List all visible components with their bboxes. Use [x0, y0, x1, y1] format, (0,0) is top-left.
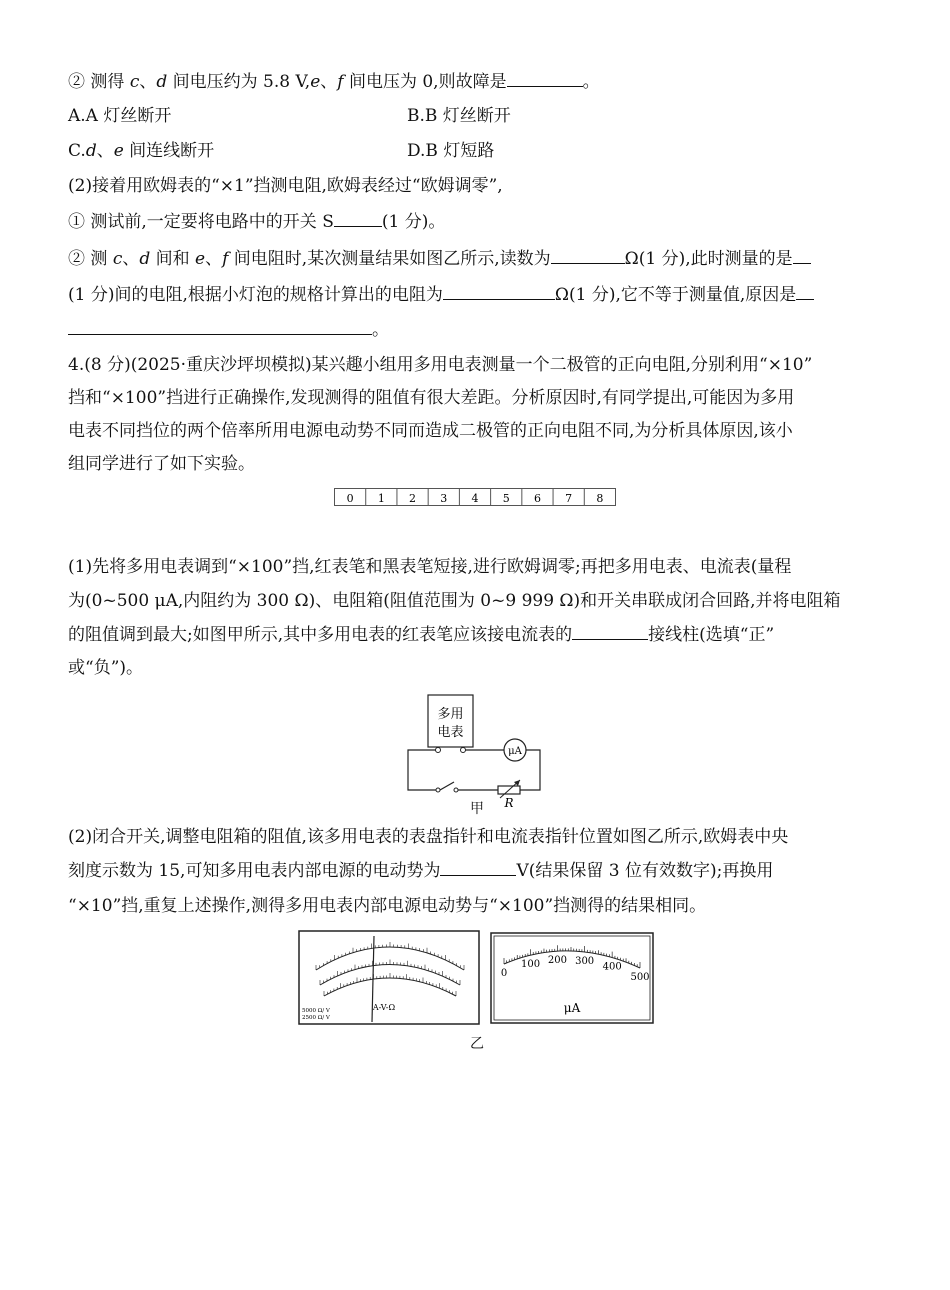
ruler-digit: 0 [346, 492, 354, 505]
period: 。 [372, 320, 389, 340]
answer-blank[interactable] [334, 210, 382, 227]
ua-unit-label: μA [563, 1001, 581, 1015]
dial-function-label: A-V-Ω [372, 1003, 396, 1012]
step2-text-f: Ω(1 分),它不等于测量值,原因是 [554, 285, 797, 305]
switch-contact [436, 788, 440, 792]
q4-line1: 4.(8 分)(2025·重庆沙坪坝模拟)某兴趣小组用多用电表测量一个二极管的正向电阻,分别利用“×10” [68, 355, 813, 375]
sep: 、 [205, 249, 223, 269]
q4-part1-l4: 或“负”)。 [68, 658, 144, 678]
dial-sensitivity-2: 2500 Ω/ V [302, 1015, 330, 1021]
ua-tick-label: 300 [575, 956, 595, 967]
ua-tick-label: 0 [500, 968, 508, 979]
ua-tick-label: 200 [547, 955, 567, 967]
multimeter-dial [298, 930, 480, 1026]
circuit-diagram [400, 690, 550, 810]
option-c[interactable] [68, 139, 214, 163]
q3-part2-step2-cont [68, 283, 814, 307]
q4-part1-l3 [68, 623, 774, 647]
part1-l3-text-b: 接线柱(选填“正” [648, 625, 775, 645]
var-d: d [85, 141, 97, 161]
sep: 、 [122, 249, 140, 269]
ua-tick-label: 500 [630, 972, 650, 983]
part2-l2-text-b: V(结果保留 3 位有效数字);再换用 [516, 861, 774, 881]
option-a[interactable]: A.A 灯丝断开 [68, 106, 172, 126]
var-c: c [112, 249, 123, 269]
switch-icon [440, 782, 454, 790]
ruler-figure [334, 488, 617, 508]
sep: 、 [320, 72, 338, 92]
ruler-digit: 6 [533, 492, 541, 505]
q3-part2-step2-end [68, 318, 389, 342]
multimeter-label-2: 电表 [437, 725, 464, 740]
multimeter-label-1: 多用 [437, 707, 464, 722]
period: 。 [582, 72, 600, 92]
q4-line3: 电表不同挡位的两个倍率所用电源电动势不同而造成二极管的正向电阻不同,为分析具体原因,该小 [68, 421, 793, 441]
microammeter-dial [490, 932, 655, 1024]
option-c-text: 间连线断开 [123, 141, 215, 161]
step1-text: ① 测试前,一定要将电路中的开关 S [68, 212, 334, 232]
ruler-digit: 1 [377, 492, 385, 505]
figure-caption-jia: 甲 [470, 801, 484, 817]
part2-l2-text: 刻度示数为 15,可知多用电表内部电源的电动势为 [68, 861, 441, 881]
q3-sub2-text-a: ② 测得 [68, 72, 130, 92]
part1-l3-text: 的阻值调到最大;如图甲所示,其中多用电表的红表笔应该接电流表的 [68, 625, 573, 645]
var-d: d [139, 249, 151, 269]
q3-part2-step2 [68, 247, 811, 271]
ua-tick-label: 400 [602, 961, 622, 973]
sep: 、 [96, 141, 114, 161]
q3-part2-intro: (2)接着用欧姆表的“×1”挡测电阻,欧姆表经过“欧姆调零”, [68, 176, 503, 196]
ua-tick-label: 100 [521, 959, 541, 971]
step2-text-e: (1 分)间的电阻,根据小灯泡的规格计算出的电阻为 [68, 285, 443, 305]
step1-score: (1 分)。 [381, 212, 446, 232]
answer-blank[interactable] [507, 70, 583, 87]
q3-sub2-text-c: 间电压为 0,则故障是 [343, 72, 507, 92]
step2-text-a: ② 测 [68, 249, 113, 269]
q4-line2: 挡和“×100”挡进行正确操作,发现测得的阻值有很大差距。分析原因时,有同学提出,可能因为多用 [68, 388, 795, 408]
answer-blank[interactable] [443, 283, 555, 300]
option-b[interactable]: B.B 灯丝断开 [407, 106, 511, 126]
sep: 、 [139, 72, 157, 92]
ruler-digit: 8 [596, 492, 604, 505]
resistor-label: R [504, 796, 514, 810]
q4-part1-l1: (1)先将多用电表调到“×100”挡,红表笔和黑表笔短接,进行欧姆调零;再把多用电表、电流表(量程 [68, 557, 792, 577]
ruler-digit: 3 [440, 492, 448, 505]
step2-text-c: 间电阻时,某次测量结果如图乙所示,读数为 [228, 249, 551, 269]
q3-part2-step1 [68, 210, 445, 234]
terminal-left [436, 748, 441, 753]
ruler-digit: 4 [471, 492, 479, 505]
var-e: e [113, 141, 124, 161]
var-c: c [129, 72, 140, 92]
ruler-digit: 5 [502, 492, 510, 505]
q4-part2-l3: “×10”挡,重复上述操作,测得多用电表内部电源电动势与“×100”挡测得的结果相同。 [68, 896, 707, 916]
answer-blank[interactable] [793, 247, 811, 264]
switch-contact [454, 788, 458, 792]
var-f: f [222, 249, 229, 269]
q3-sub2-line [68, 70, 600, 94]
answer-blank[interactable] [551, 247, 625, 264]
step2-text-b: 间和 [150, 249, 196, 269]
microammeter-label: μA [508, 746, 522, 757]
q4-part1-l2: 为(0~500 μA,内阻约为 300 Ω)、电阻箱(阻值范围为 0~9 999 Ω)和开关串联成闭合回路,并将电阻箱 [68, 591, 841, 611]
figure-caption-yi: 乙 [470, 1036, 484, 1052]
var-f: f [337, 72, 344, 92]
ruler-ticks [347, 489, 604, 505]
q4-part2-l2 [68, 859, 773, 883]
var-e: e [195, 249, 206, 269]
dial-sensitivity-1: 5000 Ω/ V [302, 1008, 330, 1014]
answer-blank[interactable] [68, 318, 372, 335]
var-e: e [310, 72, 321, 92]
option-d[interactable]: D.B 灯短路 [407, 141, 495, 161]
ruler-digit: 7 [565, 492, 573, 505]
q3-sub2-text-b: 间电压约为 5.8 V, [167, 72, 311, 92]
wire-left [408, 750, 436, 790]
answer-blank[interactable] [440, 859, 516, 876]
q4-part2-l1: (2)闭合开关,调整电阻箱的阻值,该多用电表的表盘指针和电流表指针位置如图乙所示,欧姆表中央 [68, 827, 789, 847]
step2-text-d: Ω(1 分),此时测量的是 [624, 249, 793, 269]
var-d: d [156, 72, 168, 92]
answer-blank[interactable] [572, 623, 648, 640]
terminal-right [461, 748, 466, 753]
answer-blank[interactable] [796, 283, 814, 300]
ruler-digit: 2 [409, 492, 417, 505]
option-c-prefix: C. [68, 141, 86, 161]
q4-line4: 组同学进行了如下实验。 [68, 454, 255, 474]
